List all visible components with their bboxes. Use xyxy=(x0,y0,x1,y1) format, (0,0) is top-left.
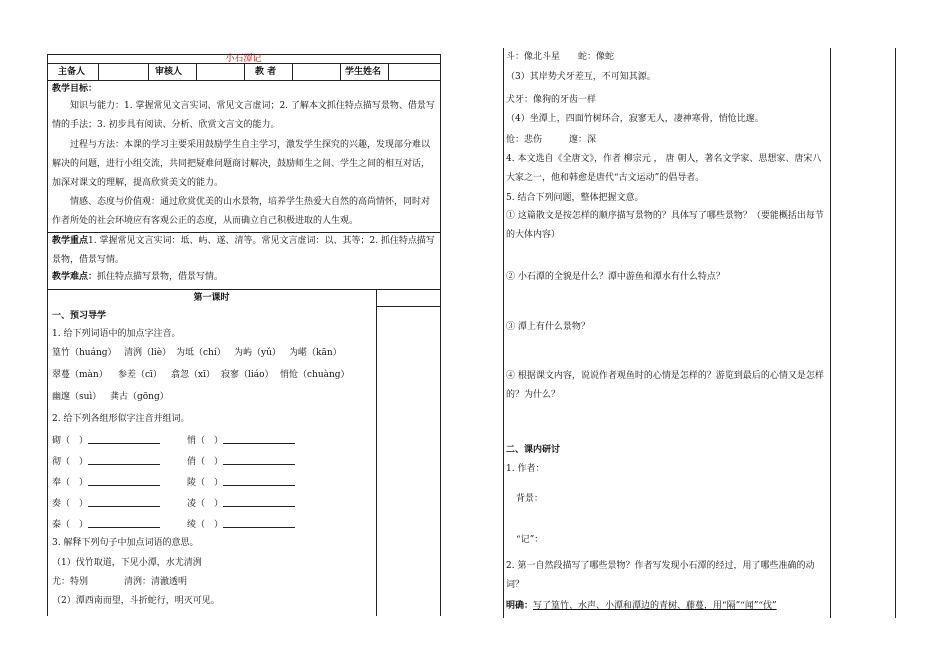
sec2-heading: 二、课内研讨 xyxy=(506,445,561,455)
label-reviewer: 审核人 xyxy=(155,67,183,77)
lesson-title: 第一课时 xyxy=(193,293,230,303)
key-points: 教学重点1. 掌握常见文言实词：坻、屿、遂、清等。常见文言虚词：以、其等；2. 抓住特点描写景物，借景写情。 xyxy=(52,236,435,265)
pinyin-item: 为嵁（kān） xyxy=(289,348,342,358)
rule xyxy=(98,63,99,80)
rule xyxy=(47,289,440,290)
rule xyxy=(196,63,197,80)
rule xyxy=(47,80,440,81)
similar-row: 砌（ ） xyxy=(52,434,160,447)
rule xyxy=(292,63,293,80)
similar-row: 凌（ ） xyxy=(187,497,295,510)
rule xyxy=(388,63,389,80)
sentence-1: （1）伐竹取道，下见小潭，水尤清洌 xyxy=(52,558,202,568)
rule xyxy=(830,48,831,618)
goal-process: 过程与方法：本课的学习主要采用鼓励学生自主学习，激发学生探究的兴趣，发现部分难以解决的问题，进行小组交流，共同把疑难问题商讨解决，鼓励师生之间、学生之间的相互对话，加深对课文的理解，提高欣赏美文的能力。 xyxy=(52,140,431,188)
note-line: 斗：像北斗星 蛇：像蛇 xyxy=(506,52,615,62)
similar-row: 彻（ ） xyxy=(52,455,160,468)
item-background: 背景： xyxy=(516,494,544,504)
question-2: ② 小石潭的全貌是什么？潭中游鱼和潭水有什么特点？ xyxy=(506,272,725,282)
similar-row: 绫（ ） xyxy=(187,518,295,531)
pinyin-item: 清洌（liè） xyxy=(124,348,172,358)
rule xyxy=(244,63,245,80)
pinyin-item: 为屿（yǔ） xyxy=(234,348,281,358)
rule xyxy=(376,306,440,307)
rule xyxy=(895,48,896,618)
question-1: ① 这篇散文是按怎样的顺序描写景物的？具体写了哪些景物？（要能概括出每节的大体内容） xyxy=(506,211,824,240)
pinyin-item: 悄怆（chuàng） xyxy=(280,370,350,380)
label-student: 学生姓名 xyxy=(345,67,382,77)
answer-line: 明确：写了篁竹、水声、小潭和潭边的青树、藤蔓，用“隔”“闻”“伐” xyxy=(506,601,777,611)
similar-row: 俏（ ） xyxy=(187,455,295,468)
goal-emotion: 情感、态度与价值观：通过欣赏优美的山水景物，培养学生热爱大自然的高尚情怀，同时对作者所处的社会环境应有客观公正的态度，从而确立自己积极进取的人生观。 xyxy=(52,197,431,226)
sentence-3: （3）其岸势犬牙差互，不可知其源。 xyxy=(506,72,656,82)
pinyin-item: 参差（cī） xyxy=(118,370,162,380)
pinyin-item: 翠蔓（màn） xyxy=(52,370,108,380)
q3: 3. 解释下列句子中加点词语的意思。 xyxy=(52,538,199,548)
pinyin-item: 篁竹（huáng） xyxy=(52,348,117,358)
similar-row: 奏（ ） xyxy=(52,497,160,510)
sentence-2: （2）潭西南而望，斗折蛇行，明灭可见。 xyxy=(52,596,220,606)
source-author: 4. 本文选自《全唐文》，作者 柳宗元 ， 唐 朝人，著名文学家、思想家、唐宋八大家之一，他和韩愈是唐代“古文运动”的倡导者。 xyxy=(506,154,822,183)
q1: 1. 给下列词语中的加点字注音。 xyxy=(52,329,181,339)
similar-row: 泰（ ） xyxy=(52,518,160,531)
similar-row: 悄（ ） xyxy=(187,434,295,447)
label-teacher: 教 者 xyxy=(255,67,277,77)
rule xyxy=(440,54,441,616)
pinyin-item: 龚古（gōng） xyxy=(110,392,169,402)
question-para1: 2. 第一自然段描写了哪些景物？作者写发现小石潭的经过，用了哪些准确的动词？ xyxy=(506,561,815,590)
rule xyxy=(148,63,149,80)
pinyin-item: 寂寥（liáo） xyxy=(221,370,274,380)
goal-knowledge: 知识与能力：1. 掌握常见文言实词、常见文言虚词；2. 了解本文抓住特点描写景物、借景写情的手法；3. 初步具有阅读、分析、欣赏文言文的能力。 xyxy=(52,101,435,130)
sec1-heading: 一、预习导学 xyxy=(52,311,107,321)
pinyin-item: 翕忽（xī） xyxy=(171,370,215,380)
note-line: 怆：悲伤 邃：深 xyxy=(506,135,597,145)
q2: 2. 给下列各组形似字注音并组词。 xyxy=(52,414,190,424)
rule xyxy=(340,63,341,80)
similar-row: 陵（ ） xyxy=(187,476,295,489)
note-line: 犬牙：像狗的牙齿一样 xyxy=(506,95,597,105)
similar-row: 奉（ ） xyxy=(52,476,160,489)
rule xyxy=(503,48,504,618)
doc-title: 小石潭记 xyxy=(225,54,262,64)
sentence-1-answer: 尤：特别 xyxy=(52,577,89,587)
sentence-1-answer: 清洌：清澈透明 xyxy=(124,577,188,587)
task-5: 5. 结合下列问题，整体把握文意。 xyxy=(506,193,644,203)
rule xyxy=(376,289,377,616)
goals-heading: 教学目标： xyxy=(52,84,98,94)
difficulty: 教学难点：抓住特点描写景物，借景写情。 xyxy=(52,272,224,282)
item-author: 1. 作者： xyxy=(506,464,545,474)
rule xyxy=(47,54,48,616)
label-preparer: 主备人 xyxy=(58,67,86,77)
item-ji: “记”： xyxy=(516,535,544,545)
question-3: ③ 潭上有什么景物？ xyxy=(506,322,590,332)
question-4: ④ 根据课文内容，说说作者观鱼时的心情是怎样的？游览到最后的心情又是怎样的？为什么？ xyxy=(506,371,824,400)
pinyin-item: 幽邃（suì） xyxy=(52,392,102,402)
sentence-4: （4）坐潭上，四面竹树环合，寂寥无人，凄神寒骨，悄怆比邃。 xyxy=(506,114,764,124)
pinyin-item: 为坻（chí） xyxy=(176,348,226,358)
